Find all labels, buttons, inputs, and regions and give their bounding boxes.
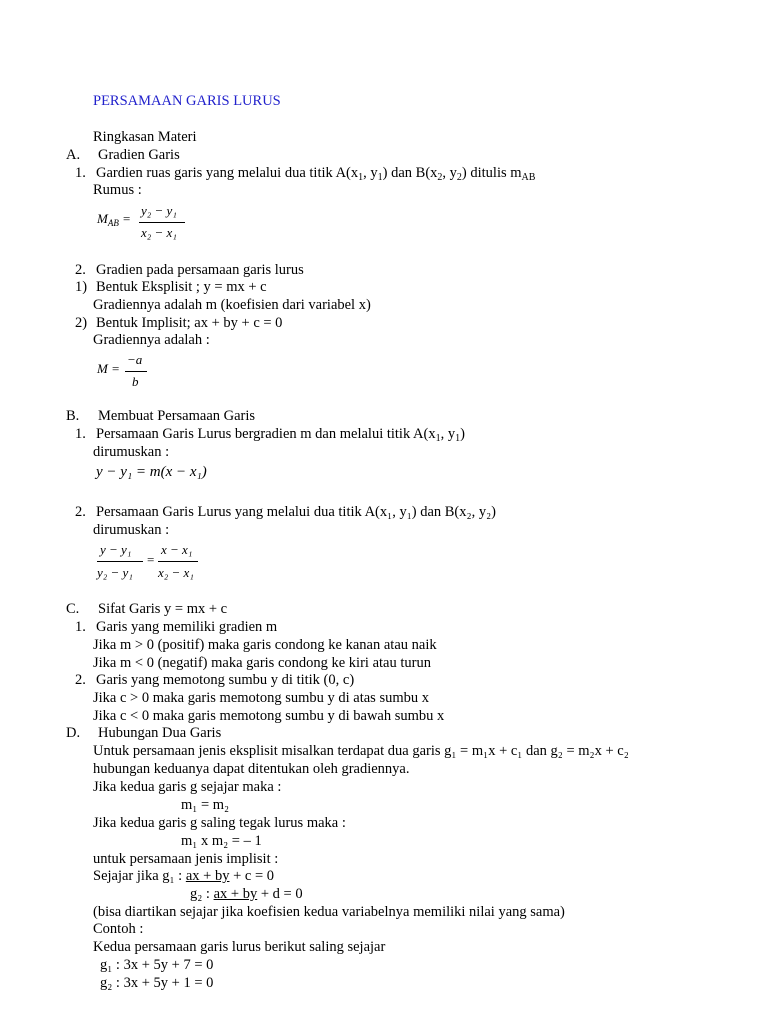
c-item1-number: 1.	[75, 619, 86, 635]
c-item2-number: 2.	[75, 672, 86, 688]
d-paragraph-2: hubungan keduanya dapat ditentukan oleh gradiennya.	[93, 761, 410, 777]
d-implicit-g1: Sejajar jika g₁ : ax + by + c = 0	[93, 868, 275, 884]
section-b-label: B.	[66, 408, 80, 424]
a-sub2-desc: Gradiennya adalah :	[93, 332, 210, 348]
point-slope-formula: y − y₁ = m(x − x₁)	[96, 464, 207, 480]
section-d-heading: Hubungan Dua Garis	[98, 725, 222, 741]
c-item1-line1: Jika m > 0 (positif) maka garis condong ke kanan atau naik	[93, 637, 437, 653]
section-a-heading: Gradien Garis	[98, 147, 180, 163]
section-b-heading: Membuat Persamaan Garis	[98, 408, 256, 424]
a-item2-number: 2.	[75, 262, 86, 278]
section-c-heading: Sifat Garis y = mx + c	[98, 601, 228, 617]
d-paragraph-1: Untuk persamaan jenis eksplisit misalkan terdapat dua garis g₁ = m₁x + c₁ dan g₂ = m₂x + c₂	[93, 743, 629, 759]
subtitle: Ringkasan Materi	[93, 129, 197, 145]
rumus-label: Rumus :	[93, 182, 142, 198]
two-point-formula: y − y₁ y₂ − y₁ = x − x₁ x₂ − x₁	[97, 542, 217, 586]
implicit-gradient-formula: M = −a b	[97, 352, 157, 392]
a-sub1-text: Bentuk Eksplisit ; y = mx + c	[96, 279, 267, 295]
d-example-g1: g₁ : 3x + 5y + 7 = 0	[100, 957, 214, 973]
section-c-label: C.	[66, 601, 80, 617]
b-item2-desc: dirumuskan :	[93, 522, 170, 538]
a-item2-text: Gradien pada persamaan garis lurus	[96, 262, 304, 278]
a-sub2-text: Bentuk Implisit; ax + by + c = 0	[96, 315, 283, 331]
b-item2-number: 2.	[75, 504, 86, 520]
a-sub1-number: 1)	[75, 279, 88, 295]
c-item2-line2: Jika c < 0 maka garis memotong sumbu y di bawah sumbu x	[93, 708, 445, 724]
a-item1-text: Gardien ruas garis yang melalui dua titik $A(x_1$, $y_1$) dan $B(x_2$, $y_2$) ditulis $m_{AB}$	[96, 165, 536, 183]
b-item1-desc: dirumuskan :	[93, 444, 170, 460]
a-sub2-number: 2)	[75, 315, 88, 331]
a-sub1-desc: Gradiennya adalah m (koefisien dari variabel x)	[93, 297, 371, 313]
d-perpendicular-equation: m₁ x m₂ = – 1	[181, 833, 262, 849]
c-item1-text: Garis yang memiliki gradien m	[96, 619, 278, 635]
c-item1-line2: Jika m < 0 (negatif) maka garis condong ke kiri atau turun	[93, 655, 431, 671]
b-item1-text: Persamaan Garis Lurus bergradien m dan melalui titik $A(x_1$, $y_1$)	[96, 426, 465, 444]
b-item2-text: Persamaan Garis Lurus yang melalui dua titik A(x₁, y₁) dan B(x₂, y₂)	[96, 504, 496, 520]
d-example-g2: g₂ : 3x + 5y + 1 = 0	[100, 975, 214, 991]
section-a-label: A.	[66, 147, 81, 163]
c-item2-line1: Jika c > 0 maka garis memotong sumbu y di atas sumbu x	[93, 690, 429, 706]
d-paragraph-10: Kedua persamaan garis lurus berikut saling sejajar	[93, 939, 386, 955]
a-item1-number: 1.	[75, 165, 86, 181]
b-item1-number: 1.	[75, 426, 86, 442]
section-d-label: D.	[66, 725, 81, 741]
gradient-formula: $M_{AB}$ = y₂ − y₁ x₂ − x₁	[97, 203, 197, 245]
d-example-label: Contoh :	[93, 921, 144, 937]
d-implicit-g2: g₂ : ax + by + d = 0	[190, 886, 303, 902]
d-parallel-equation: m₁ = m₂	[181, 797, 230, 813]
c-item2-text: Garis yang memotong sumbu y di titik (0, c)	[96, 672, 355, 688]
d-paragraph-3: Jika kedua garis g sejajar maka :	[93, 779, 282, 795]
d-paragraph-4: Jika kedua garis g saling tegak lurus maka :	[93, 815, 346, 831]
page-title: PERSAMAAN GARIS LURUS	[93, 93, 281, 109]
d-paragraph-5: untuk persamaan jenis implisit :	[93, 851, 279, 867]
d-paragraph-8: (bisa diartikan sejajar jika koefisien kedua variabelnya memiliki nilai yang sama)	[93, 904, 565, 920]
